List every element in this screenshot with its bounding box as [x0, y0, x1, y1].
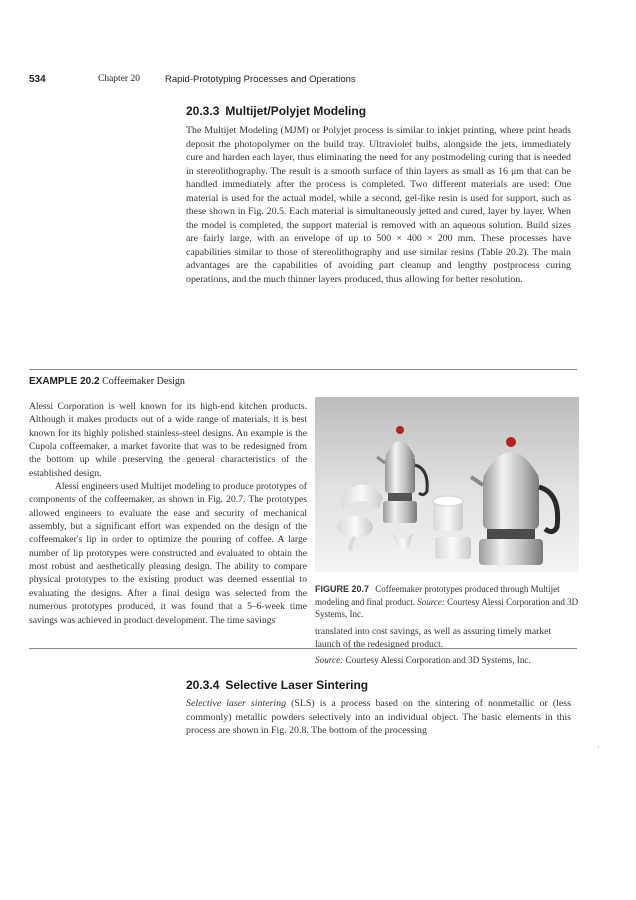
section-number: 20.3.4 [186, 678, 220, 692]
running-header [29, 74, 589, 85]
section-heading-multijet [186, 104, 366, 118]
figure-caption-text: Coffeemaker prototypes produced through Multijet modeling and final product. [315, 584, 560, 607]
figure-source-text: Courtesy Alessi Corporation and 3D Systems, Inc. [315, 596, 579, 619]
section-body-multijet: The Multijet Modeling (MJM) or Polyjet process is similar to inkjet printing, where print heads deposit the photopolymer on the build tray. Ultraviolet bulbs, alongside the jets, immediately cure and harden each layer, thus eliminating the need for any postmodeling curing that is needed in stereolithography. The result is a smooth surface of thin layers as small as 16 μm that can be handled immediately after the process is completed. Two different materials are used: One material is used for the actual model, while a second, gel-like resin is used for support, such as these shown in Fig. 20.5. Each material is simultaneously jetted and cured, layer by layer. When the model is completed, the support material is removed with an aqueous solution. Build sizes are fairly large, with an envelope of up to 500 × 400 × 200 mm. These processes have capabilities similar to those of stereolithography and use similar resins (Table 20.2). The main advantages are the capabilities of avoiding part cleanup and lengthy postprocess curing operations, and the much thinner layers produced, thus allowing for better resolution. [186, 125, 571, 285]
example-continued-text: translated into cost savings, as well as assuring timely market launch of the redesigned product. [315, 626, 552, 651]
example-bottom-rule [29, 648, 577, 649]
example-heading [29, 376, 185, 387]
section-number: 20.3.3 [186, 104, 220, 118]
example-para-2: Alessi engineers used Multijet modeling to produce prototypes of components of the coffeemaker, as shown in Fig. 20.7. The prototypes allowed engineers to evaluate the ease and security of mechanical assembly, but a significant effort was expended on the design of the coffeemaker's lip in order to optimize the pouring of coffee. A large number of lip prototypes were constructed and evaluated to obtain the most robust and aesthetically pleasing design. The ability to compare physical prototypes to the existing product was deemed essential to evaluating the designs. After a final design was selected from the numerous prototypes produced, it was found that a 5–6-week time savings was achieved in product development. The time savings [29, 481, 307, 626]
figure-source-label: Source: [417, 596, 445, 607]
example-body [29, 400, 307, 627]
section-title: Multijet/Polyjet Modeling [225, 104, 367, 118]
example-source-label: Source: [315, 655, 344, 665]
example-title: Coffeemaker Design [102, 376, 185, 387]
page-number: 534 [29, 74, 46, 85]
chapter-title: Rapid-Prototyping Processes and Operations [165, 74, 356, 85]
example-top-rule [29, 369, 577, 370]
example-source [315, 655, 531, 665]
chapter-label: Chapter 20 [98, 74, 140, 84]
example-label: EXAMPLE 20.2 [29, 376, 100, 387]
sls-term: Selective laser sintering [186, 698, 287, 709]
section-title: Selective Laser Sintering [225, 678, 369, 692]
figure-label: FIGURE 20.7 [315, 584, 370, 594]
section-heading-sls [186, 678, 368, 692]
sls-body-text: (SLS) is a process based on the sintering of nonmetallic or (less commonly) metallic powders selectively into an individual object. The basic elements in this process are shown in Fig. 20.8. The bottom of the processing [186, 698, 571, 736]
example-para-1: Alessi Corporation is well known for its high-end kitchen products. Although it makes products out of a wide range of materials, it is best known for its highly polished stainless-steel designs. An example is the Cupola coffeemaker, a market favorite that was to be redesigned from the bottom up while preserving the general characteristics of the established design. [29, 401, 307, 479]
figure-coffeemaker-photo [315, 397, 579, 572]
section-body-sls [186, 697, 571, 738]
example-source-text: Courtesy Alessi Corporation and 3D Systems, Inc. [345, 655, 531, 665]
figure-caption [315, 583, 579, 621]
corner-mark: · [597, 743, 600, 752]
